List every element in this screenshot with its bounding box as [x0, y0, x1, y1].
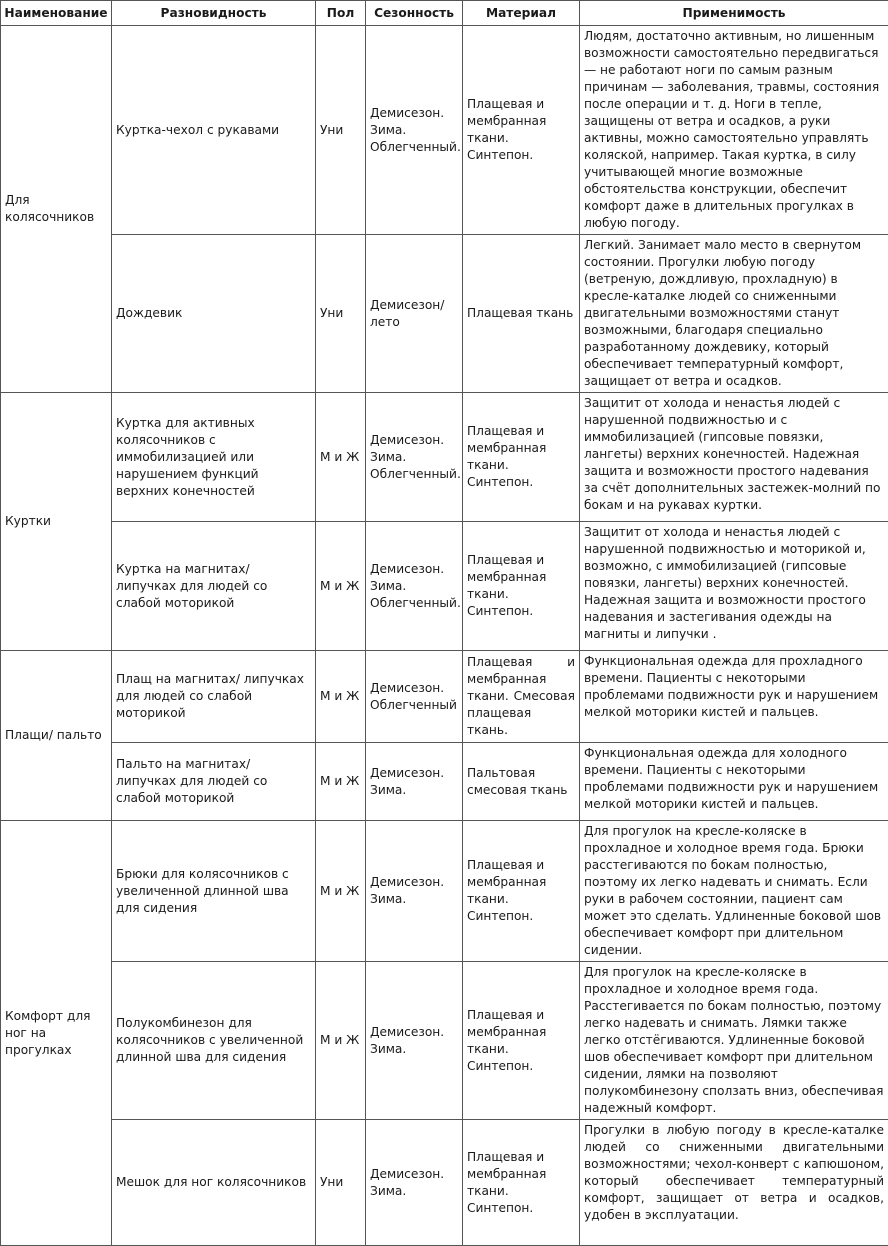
- header-material: Материал: [463, 1, 580, 26]
- table-row: [1, 522, 888, 651]
- material-cell: Плащевая ткань: [463, 235, 580, 393]
- variety-cell: Куртка-чехол с рукавами: [112, 26, 316, 235]
- table-row: [1, 26, 888, 235]
- table-row: [1, 651, 888, 743]
- group-name-cell: Куртки: [1, 393, 112, 651]
- variety-cell: Мешок для ног колясочников: [112, 1120, 316, 1246]
- applicability-cell: Для прогулок на кресле-коляске в прохладное и холодное время года. Брюки расстегиваются по бокам полностью, поэтому их легко надевать и снимать. Если руки в рабочем состоянии, пациент сам может это сделать. Удлиненные боковой шов обеспечивает комфорт при длительном сидении.: [580, 821, 888, 962]
- season-cell: Демисезон. Зима.: [366, 743, 463, 821]
- sex-cell: Уни: [316, 26, 366, 235]
- group-name-cell: Для колясочников: [1, 26, 112, 393]
- table-row: [1, 1120, 888, 1246]
- group-name-cell: Комфорт для ног на прогулках: [1, 821, 112, 1246]
- applicability-cell: Защитит от холода и ненастья людей с нарушенной подвижностью и с иммобилизацией (гипсовые повязки, лангеты) верхних конечностей. Надежная защита и возможности простого надевания за счёт дополнительных застежек-молний по бокам и на рукавах куртки.: [580, 393, 888, 522]
- variety-cell: Куртка для активных колясочников с иммобилизацией или нарушением функций верхних конечностей: [112, 393, 316, 522]
- variety-cell: Куртка на магнитах/ липучках для людей со слабой моторикой: [112, 522, 316, 651]
- season-cell: Демисезон/ лето: [366, 235, 463, 393]
- sex-cell: М и Ж: [316, 962, 366, 1120]
- table-row: [1, 962, 888, 1120]
- variety-cell: Полукомбинезон для колясочников с увеличенной длинной шва для сидения: [112, 962, 316, 1120]
- header-name: Наименование: [1, 1, 112, 26]
- sex-cell: М и Ж: [316, 821, 366, 962]
- applicability-cell: Для прогулок на кресле-коляске в прохладное и холодное время года. Расстегивается по бокам полностью, поэтому легко надевать и снимать. Лямки также легко отстёгиваются. Удлиненные боковой шов обеспечивает комфорт при длительном сидении, лямки на позволяют полукомбинезону сползать вниз, обеспечивая надежный комфорт.: [580, 962, 888, 1120]
- header-season: Сезонность: [366, 1, 463, 26]
- sex-cell: М и Ж: [316, 393, 366, 522]
- applicability-cell: Защитит от холода и ненастья людей с нарушенной подвижностью и моторикой и, возможно, с иммобилизацией (гипсовые повязки, лангеты) верхних конечностей. Надежная защита и возможности простого надевания и застегивания одежды на магниты и липучки .: [580, 522, 888, 651]
- material-cell: Плащевая и мембранная ткани. Синтепон.: [463, 821, 580, 962]
- variety-cell: Брюки для колясочников с увеличенной длинной шва для сидения: [112, 821, 316, 962]
- table-row: [1, 393, 888, 522]
- table-row: [1, 235, 888, 393]
- variety-cell: Пальто на магнитах/ липучках для людей со слабой моторикой: [112, 743, 316, 821]
- season-cell: Демисезон. Зима.: [366, 962, 463, 1120]
- sex-cell: Уни: [316, 235, 366, 393]
- header-applicability: Применимость: [580, 1, 888, 26]
- material-cell: Плащевая и мембранная ткани. Синтепон.: [463, 1120, 580, 1246]
- variety-cell: Плащ на магнитах/ липучках для людей со слабой моторикой: [112, 651, 316, 743]
- sex-cell: М и Ж: [316, 522, 366, 651]
- material-cell: Плащевая и мембранная ткани. Смесовая плащевая ткань.: [463, 651, 580, 743]
- material-cell: Плащевая и мембранная ткани. Синтепон.: [463, 962, 580, 1120]
- header-row: [1, 1, 888, 26]
- applicability-cell: Функциональная одежда для прохладного времени. Пациенты с некоторыми проблемами подвижности рук и нарушением мелкой моторики кистей и пальцев.: [580, 651, 888, 743]
- season-cell: Демисезон. Зима.: [366, 1120, 463, 1246]
- season-cell: Демисезон. Зима. Облегченный.: [366, 522, 463, 651]
- material-cell: Плащевая и мембранная ткани. Синтепон.: [463, 393, 580, 522]
- header-sex: Пол: [316, 1, 366, 26]
- material-cell: Плащевая и мембранная ткани. Синтепон.: [463, 522, 580, 651]
- season-cell: Демисезон. Зима. Облегченный.: [366, 393, 463, 522]
- table-row: [1, 743, 888, 821]
- sex-cell: М и Ж: [316, 651, 366, 743]
- sex-cell: М и Ж: [316, 743, 366, 821]
- applicability-cell: Прогулки в любую погоду в кресле-каталке людей со сниженными двигательными возможностями; чехол-конверт с капюшоном, который обеспечивает температурный комфорт, защищает от ветра и осадков, удобен в эксплуатации.: [580, 1120, 888, 1246]
- applicability-cell: Легкий. Занимает мало место в свернутом состоянии. Прогулки любую погоду (ветреную, дождливую, прохладную) в кресле-каталке людей со сниженными двигательными возможностями станут возможными, благодаря специально разработанному дождевику, который обеспечивает температурный комфорт, защищает от ветра и осадков.: [580, 235, 888, 393]
- sex-cell: Уни: [316, 1120, 366, 1246]
- table-row: [1, 821, 888, 962]
- group-name-cell: Плащи/ пальто: [1, 651, 112, 821]
- material-cell: Плащевая и мембранная ткани. Синтепон.: [463, 26, 580, 235]
- header-variety: Разновидность: [112, 1, 316, 26]
- season-cell: Демисезон. Зима.: [366, 821, 463, 962]
- material-cell: Пальтовая смесовая ткань: [463, 743, 580, 821]
- variety-cell: Дождевик: [112, 235, 316, 393]
- season-cell: Демисезон. Зима. Облегченный.: [366, 26, 463, 235]
- applicability-cell: Функциональная одежда для холодного времени. Пациенты с некоторыми проблемами подвижности рук и нарушением мелкой моторики кистей и пальцев.: [580, 743, 888, 821]
- applicability-cell: Людям, достаточно активным, но лишенным возможности самостоятельно передвигаться — не работают ноги по самым разным причинам — заболевания, травмы, состояния после операции и т. д. Ноги в тепле, защищены от ветра и осадков, а руки активны, можно самостоятельно управлять коляской, например. Такая куртка, в силу учитывающей многие возможные обстоятельства конструкции, обеспечит комфорт даже в длительных прогулках в любую погоду.: [580, 26, 888, 235]
- season-cell: Демисезон. Облегченный: [366, 651, 463, 743]
